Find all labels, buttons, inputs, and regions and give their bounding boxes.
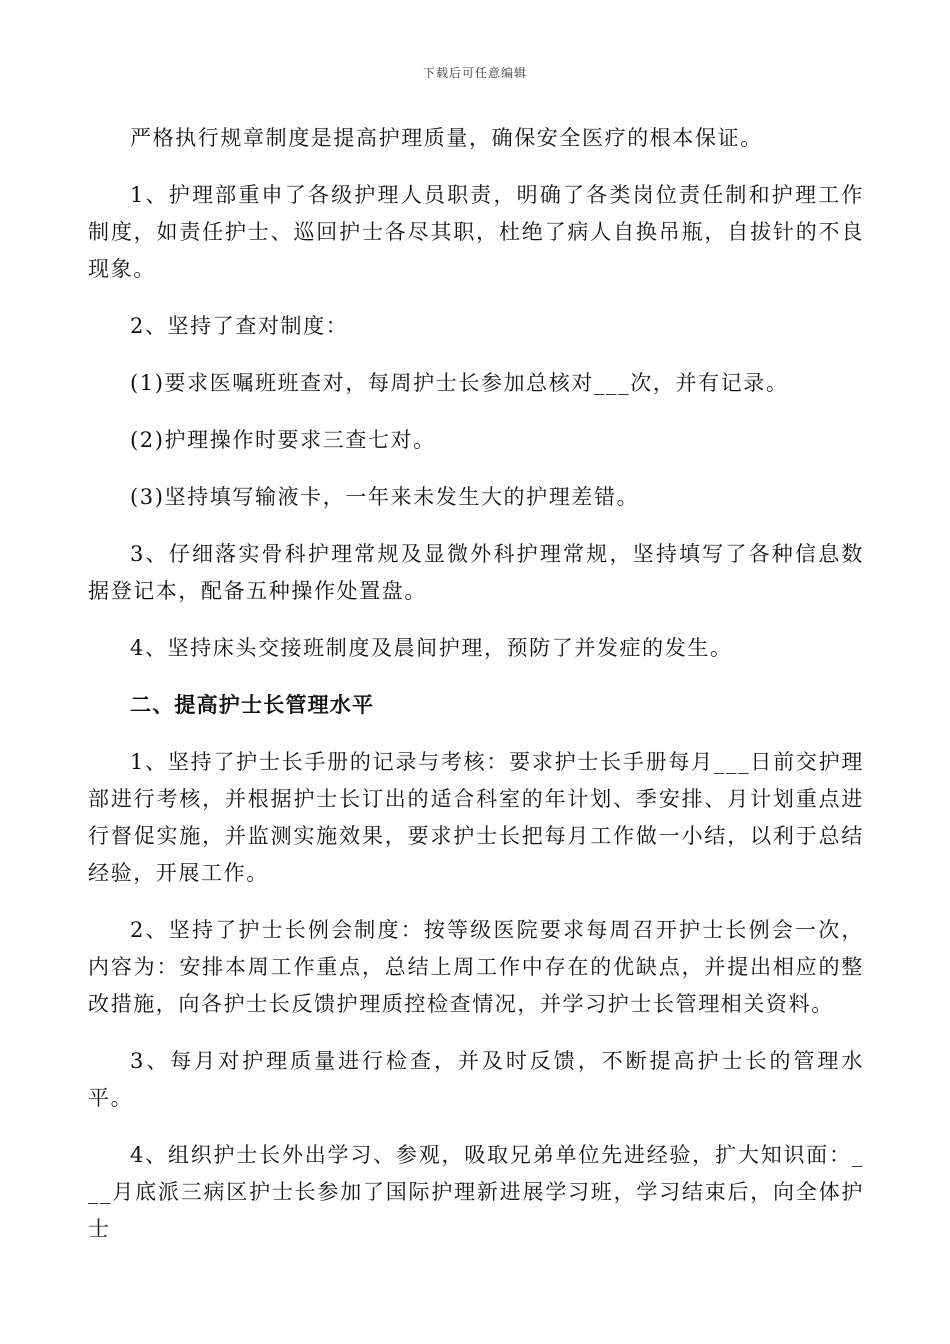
paragraph-subitem-1: (1)要求医嘱班班查对，每周护士长参加总核对___次，并有记录。 <box>130 371 789 395</box>
paragraph-subitem-3: (3)坚持填写输液卡，一年来未发生大的护理差错。 <box>130 485 640 509</box>
paragraph-item-3: 3、仔细落实骨科护理常规及显微外科护理常规，坚持填写了各种信息数据登记本，配备五种操作处置盘。 <box>88 542 864 603</box>
paragraph-item-1: 1、护理部重申了各级护理人员职责，明确了各类岗位责任制和护理工作制度，如责任护士、巡回护士各尽其职，杜绝了病人自换吊瓶，自拔针的不良现象。 <box>88 183 864 281</box>
paragraph-section2-item-2: 2、坚持了护士长例会制度：按等级医院要求每周召开护士长例会一次，内容为：安排本周工作重点，总结上周工作中存在的优缺点，并提出相应的整改措施，向各护士长反馈护理质控检查情况，并学习护士长管理相关资料。 <box>88 918 864 1016</box>
section-heading: 二、提高护士长管理水平 <box>130 693 375 717</box>
paragraph-intro: 严格执行规章制度是提高护理质量，确保安全医疗的根本保证。 <box>130 126 763 150</box>
paragraph-section2-item-3: 3、每月对护理质量进行检查，并及时反馈，不断提高护士长的管理水平。 <box>88 1049 864 1110</box>
paragraph-item-2: 2、坚持了查对制度： <box>130 314 349 338</box>
page-header-note: 下载后可任意编辑 <box>422 66 527 80</box>
paragraph-item-4: 4、坚持床头交接班制度及晨间护理，预防了并发症的发生。 <box>130 636 733 660</box>
paragraph-section2-item-1: 1、坚持了护士长手册的记录与考核：要求护士长手册每月___日前交护理部进行考核，并根据护士长订出的适合科室的年计划、季安排、月计划重点进行督促实施，并监测实施效果，要求护士长把每月工作做一小结，以利于总结经验，开展工作。 <box>88 750 864 885</box>
paragraph-subitem-2: (2)护理操作时要求三查七对。 <box>130 428 436 452</box>
paragraph-section2-item-4: 4、组织护士长外出学习、参观，吸取兄弟单位先进经验，扩大知识面：___月底派三病区护士长参加了国际护理新进展学习班，学习结束后，向全体护士 <box>88 1143 864 1241</box>
document-body <box>88 120 864 1248</box>
